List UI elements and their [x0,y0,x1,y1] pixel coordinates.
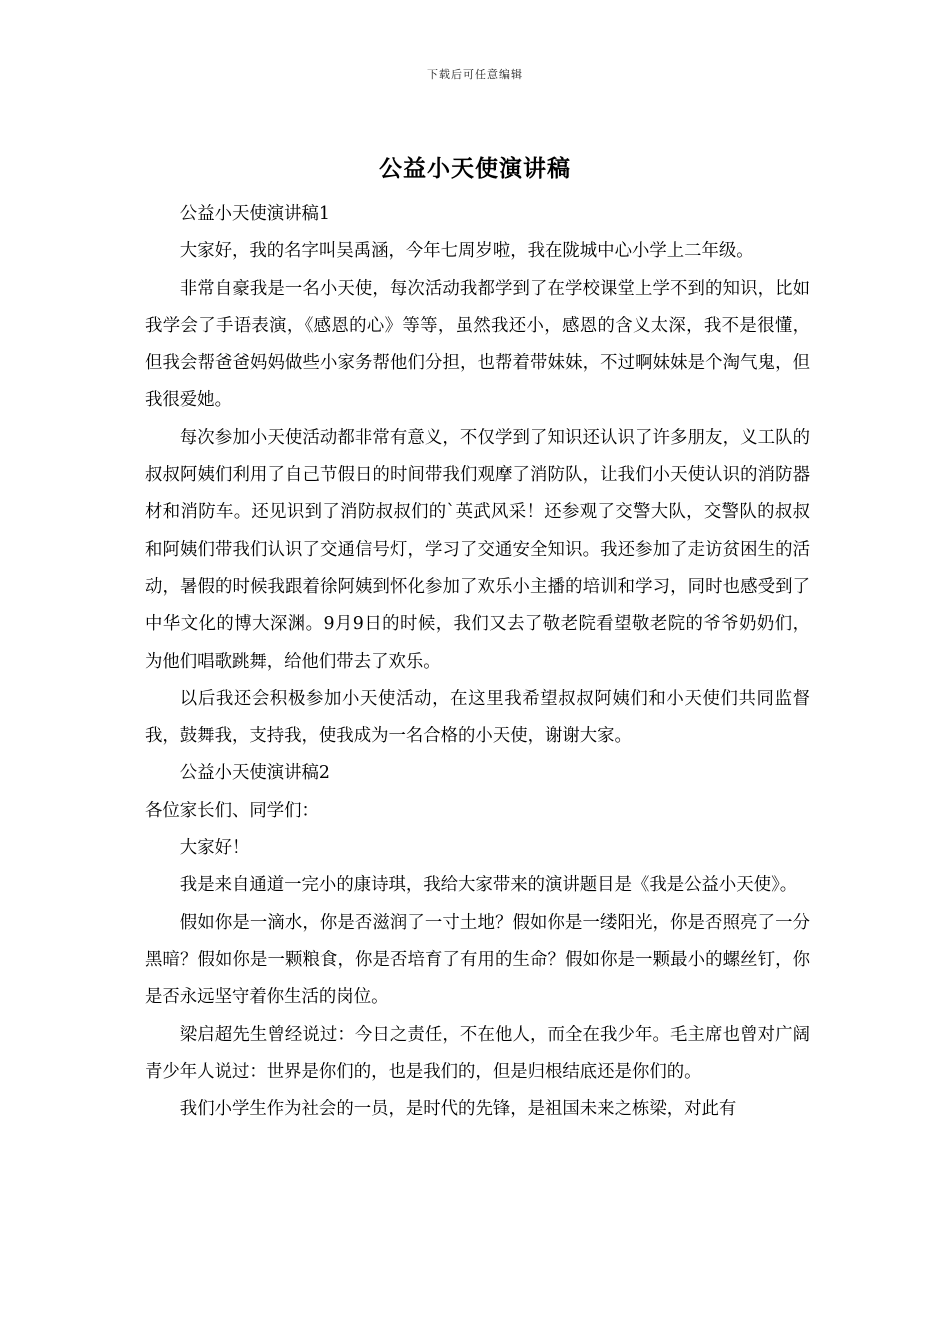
paragraph: 公益小天使演讲稿2 [179,763,330,784]
paragraph: 假如你是一滴水，你是否滋润了一寸土地？假如你是一缕阳光，你是否照亮了一分黑暗？假如你是一颗粮食，你是否培育了有用的生命？假如你是一颗最小的螺丝钉，你是否永远坚守着你生活的岗位。 [145,912,810,1008]
paragraph: 我们小学生作为社会的一员，是时代的先锋，是祖国未来之栋梁，对此有 [179,1099,737,1120]
paragraph: 每次参加小天使活动都非常有意义，不仅学到了知识还认识了许多朋友，义工队的叔叔阿姨们利用了自己节假日的时间带我们观摩了消防队，让我们小天使认识的消防器材和消防车。还见识到了消防叔叔们的`英武风采！还参观了交警大队，交警队的叔叔和阿姨们带我们认识了交通信号灯，学习了交通安全知识。我还参加了走访贫困生的活动，暑假的时候我跟着徐阿姨到怀化参加了欢乐小主播的培训和学习，同时也感受到了中华文化的博大深渊。9月9日的时候，我们又去了敬老院看望敬老院的爷爷奶奶们，为他们唱歌跳舞，给他们带去了欢乐。 [145,427,810,672]
paragraph: 大家好！ [179,838,250,859]
paragraph: 各位家长们、同学们： [145,800,319,821]
document-body [145,196,810,1128]
paragraph: 非常自豪我是一名小天使，每次活动我都学到了在学校课堂上学不到的知识，比如我学会了手语表演，《感恩的心》等等，虽然我还小，感恩的含义太深，我不是很懂，但我会帮爸爸妈妈做些小家务帮他们分担，也帮着带妹妹，不过啊妹妹是个淘气鬼，但我很爱她。 [145,278,810,411]
document-title: 公益小天使演讲稿 [379,155,571,182]
paragraph: 公益小天使演讲稿1 [179,204,330,224]
paragraph: 大家好，我的名字叫吴禹涵，今年七周岁啦，我在陇城中心小学上二年级。 [179,241,754,262]
header-note: 下载后可任意编辑 [427,68,523,81]
paragraph: 以后我还会积极参加小天使活动，在这里我希望叔叔阿姨们和小天使们共同监督我，鼓舞我，支持我，使我成为一名合格的小天使，谢谢大家。 [145,688,810,747]
paragraph: 梁启超先生曾经说过：今日之责任，不在他人，而全在我少年。毛主席也曾对广阔青少年人说过：世界是你们的，也是我们的，但是归根结底还是你们的。 [145,1024,810,1082]
paragraph: 我是来自通道一完小的康诗琪，我给大家带来的演讲题目是《我是公益小天使》。 [179,875,798,896]
